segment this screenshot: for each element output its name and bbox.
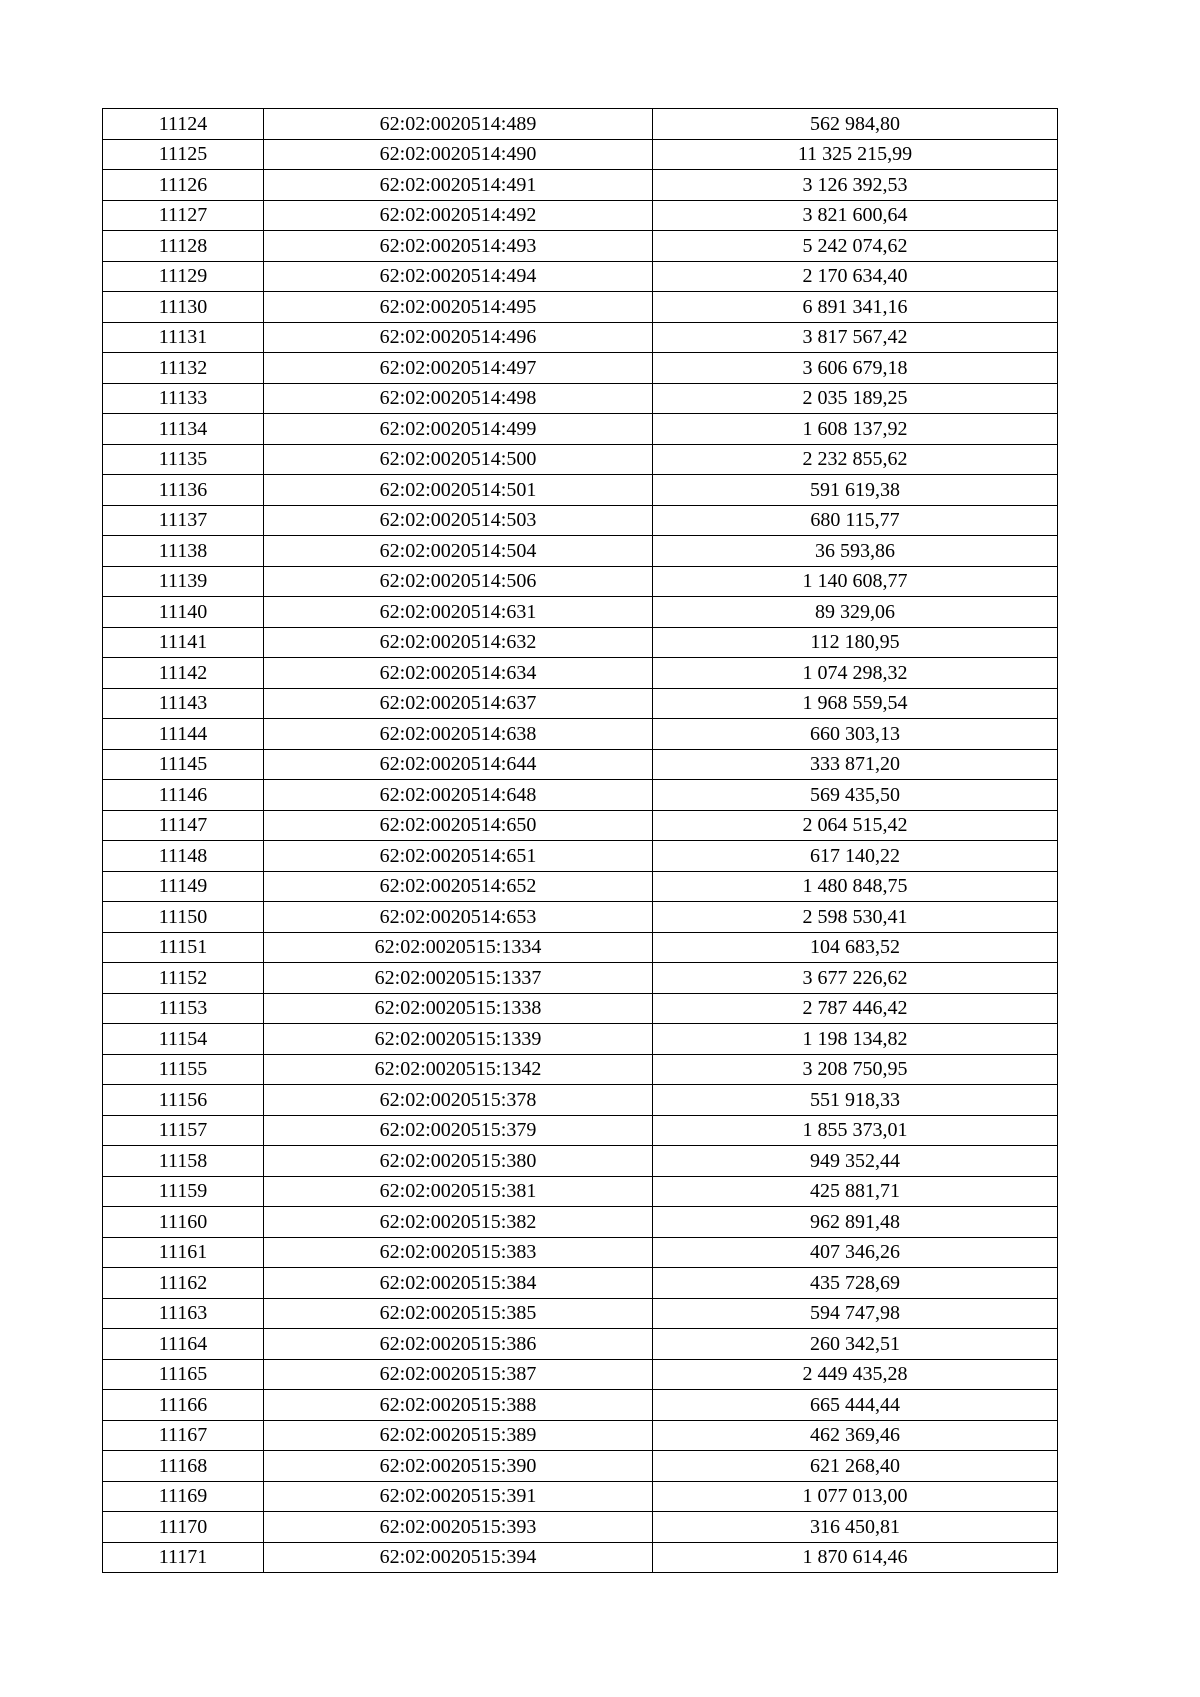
cadastral-number-cell: 62:02:0020515:379 xyxy=(264,1115,653,1146)
cadastral-value-cell: 1 077 013,00 xyxy=(653,1481,1058,1512)
cadastral-value-cell: 680 115,77 xyxy=(653,505,1058,536)
cadastral-number-cell: 62:02:0020514:497 xyxy=(264,353,653,384)
row-number-cell: 11141 xyxy=(103,627,264,658)
row-number-cell: 11144 xyxy=(103,719,264,750)
cadastral-number-cell: 62:02:0020515:1339 xyxy=(264,1024,653,1055)
row-number-cell: 11125 xyxy=(103,139,264,170)
cadastral-value-cell: 1 870 614,46 xyxy=(653,1542,1058,1573)
cadastral-number-cell: 62:02:0020514:492 xyxy=(264,200,653,231)
row-number-cell: 11148 xyxy=(103,841,264,872)
cadastral-value-cell: 1 968 559,54 xyxy=(653,688,1058,719)
cadastral-number-cell: 62:02:0020514:506 xyxy=(264,566,653,597)
cadastral-value-cell: 2 064 515,42 xyxy=(653,810,1058,841)
cadastral-value-cell: 660 303,13 xyxy=(653,719,1058,750)
table-row xyxy=(103,871,1058,902)
cadastral-value-cell: 1 855 373,01 xyxy=(653,1115,1058,1146)
row-number-cell: 11168 xyxy=(103,1451,264,1482)
cadastral-number-cell: 62:02:0020514:650 xyxy=(264,810,653,841)
cadastral-number-cell: 62:02:0020514:493 xyxy=(264,231,653,262)
cadastral-value-cell: 621 268,40 xyxy=(653,1451,1058,1482)
row-number-cell: 11154 xyxy=(103,1024,264,1055)
cadastral-value-cell: 3 677 226,62 xyxy=(653,963,1058,994)
cadastral-number-cell: 62:02:0020514:489 xyxy=(264,109,653,140)
cadastral-number-cell: 62:02:0020514:500 xyxy=(264,444,653,475)
table-row xyxy=(103,963,1058,994)
cadastral-number-cell: 62:02:0020515:384 xyxy=(264,1268,653,1299)
cadastral-value-cell: 1 140 608,77 xyxy=(653,566,1058,597)
cadastral-value-cell: 2 232 855,62 xyxy=(653,444,1058,475)
cadastral-value-cell: 112 180,95 xyxy=(653,627,1058,658)
cadastral-number-cell: 62:02:0020514:503 xyxy=(264,505,653,536)
row-number-cell: 11153 xyxy=(103,993,264,1024)
table-body xyxy=(103,109,1058,1573)
table-row xyxy=(103,566,1058,597)
table-row xyxy=(103,1115,1058,1146)
cadastral-value-cell: 104 683,52 xyxy=(653,932,1058,963)
cadastral-value-cell: 569 435,50 xyxy=(653,780,1058,811)
cadastral-number-cell: 62:02:0020514:631 xyxy=(264,597,653,628)
cadastral-number-cell: 62:02:0020515:393 xyxy=(264,1512,653,1543)
table-row xyxy=(103,322,1058,353)
row-number-cell: 11167 xyxy=(103,1420,264,1451)
cadastral-value-cell: 1 198 134,82 xyxy=(653,1024,1058,1055)
row-number-cell: 11170 xyxy=(103,1512,264,1543)
table-row xyxy=(103,658,1058,689)
cadastral-value-cell: 316 450,81 xyxy=(653,1512,1058,1543)
table-row xyxy=(103,139,1058,170)
cadastral-value-cell: 562 984,80 xyxy=(653,109,1058,140)
table-row xyxy=(103,719,1058,750)
cadastral-value-cell: 962 891,48 xyxy=(653,1207,1058,1238)
cadastral-value-cell: 435 728,69 xyxy=(653,1268,1058,1299)
cadastral-number-cell: 62:02:0020515:388 xyxy=(264,1390,653,1421)
table-row xyxy=(103,1481,1058,1512)
row-number-cell: 11140 xyxy=(103,597,264,628)
row-number-cell: 11149 xyxy=(103,871,264,902)
table-row xyxy=(103,627,1058,658)
cadastral-number-cell: 62:02:0020514:495 xyxy=(264,292,653,323)
table-row xyxy=(103,1146,1058,1177)
cadastral-number-cell: 62:02:0020514:494 xyxy=(264,261,653,292)
table-row xyxy=(103,444,1058,475)
table-row xyxy=(103,1512,1058,1543)
row-number-cell: 11162 xyxy=(103,1268,264,1299)
row-number-cell: 11124 xyxy=(103,109,264,140)
table-row xyxy=(103,1451,1058,1482)
cadastral-number-cell: 62:02:0020515:391 xyxy=(264,1481,653,1512)
table-row xyxy=(103,932,1058,963)
row-number-cell: 11163 xyxy=(103,1298,264,1329)
row-number-cell: 11155 xyxy=(103,1054,264,1085)
table-row xyxy=(103,841,1058,872)
cadastral-number-cell: 62:02:0020515:380 xyxy=(264,1146,653,1177)
cadastral-number-cell: 62:02:0020514:490 xyxy=(264,139,653,170)
table-row xyxy=(103,780,1058,811)
cadastral-number-cell: 62:02:0020514:504 xyxy=(264,536,653,567)
cadastral-value-cell: 551 918,33 xyxy=(653,1085,1058,1116)
table-row xyxy=(103,1085,1058,1116)
row-number-cell: 11134 xyxy=(103,414,264,445)
table-row xyxy=(103,810,1058,841)
table-row xyxy=(103,1420,1058,1451)
cadastral-number-cell: 62:02:0020514:652 xyxy=(264,871,653,902)
cadastral-number-cell: 62:02:0020514:498 xyxy=(264,383,653,414)
row-number-cell: 11150 xyxy=(103,902,264,933)
row-number-cell: 11147 xyxy=(103,810,264,841)
cadastral-number-cell: 62:02:0020514:637 xyxy=(264,688,653,719)
cadastral-number-cell: 62:02:0020514:648 xyxy=(264,780,653,811)
cadastral-value-cell: 1 608 137,92 xyxy=(653,414,1058,445)
row-number-cell: 11160 xyxy=(103,1207,264,1238)
cadastral-number-cell: 62:02:0020515:386 xyxy=(264,1329,653,1360)
table-row xyxy=(103,1298,1058,1329)
cadastral-value-cell: 3 126 392,53 xyxy=(653,170,1058,201)
cadastral-value-cell: 665 444,44 xyxy=(653,1390,1058,1421)
row-number-cell: 11156 xyxy=(103,1085,264,1116)
table-row xyxy=(103,414,1058,445)
cadastral-number-cell: 62:02:0020515:378 xyxy=(264,1085,653,1116)
table-row xyxy=(103,1390,1058,1421)
cadastral-value-cell: 617 140,22 xyxy=(653,841,1058,872)
cadastral-value-cell: 949 352,44 xyxy=(653,1146,1058,1177)
cadastral-number-cell: 62:02:0020515:382 xyxy=(264,1207,653,1238)
row-number-cell: 11139 xyxy=(103,566,264,597)
row-number-cell: 11171 xyxy=(103,1542,264,1573)
row-number-cell: 11157 xyxy=(103,1115,264,1146)
cadastral-number-cell: 62:02:0020515:385 xyxy=(264,1298,653,1329)
table-row xyxy=(103,292,1058,323)
row-number-cell: 11132 xyxy=(103,353,264,384)
cadastral-value-cell: 11 325 215,99 xyxy=(653,139,1058,170)
cadastral-number-cell: 62:02:0020514:496 xyxy=(264,322,653,353)
cadastral-value-cell: 36 593,86 xyxy=(653,536,1058,567)
row-number-cell: 11151 xyxy=(103,932,264,963)
row-number-cell: 11128 xyxy=(103,231,264,262)
cadastral-number-cell: 62:02:0020514:501 xyxy=(264,475,653,506)
cadastral-value-cell: 2 787 446,42 xyxy=(653,993,1058,1024)
table-row xyxy=(103,109,1058,140)
row-number-cell: 11131 xyxy=(103,322,264,353)
table-row xyxy=(103,383,1058,414)
cadastral-value-cell: 2 449 435,28 xyxy=(653,1359,1058,1390)
row-number-cell: 11159 xyxy=(103,1176,264,1207)
table-row xyxy=(103,475,1058,506)
cadastral-number-cell: 62:02:0020515:389 xyxy=(264,1420,653,1451)
table-row xyxy=(103,1207,1058,1238)
table-row xyxy=(103,200,1058,231)
table-row xyxy=(103,993,1058,1024)
cadastral-number-cell: 62:02:0020515:1334 xyxy=(264,932,653,963)
cadastral-number-cell: 62:02:0020515:381 xyxy=(264,1176,653,1207)
cadastral-value-table xyxy=(102,108,1058,1573)
cadastral-number-cell: 62:02:0020514:634 xyxy=(264,658,653,689)
table-row xyxy=(103,170,1058,201)
row-number-cell: 11146 xyxy=(103,780,264,811)
table-row xyxy=(103,902,1058,933)
cadastral-number-cell: 62:02:0020515:390 xyxy=(264,1451,653,1482)
row-number-cell: 11152 xyxy=(103,963,264,994)
row-number-cell: 11165 xyxy=(103,1359,264,1390)
table-row xyxy=(103,536,1058,567)
cadastral-value-cell: 5 242 074,62 xyxy=(653,231,1058,262)
row-number-cell: 11164 xyxy=(103,1329,264,1360)
cadastral-number-cell: 62:02:0020514:499 xyxy=(264,414,653,445)
table-row xyxy=(103,1359,1058,1390)
row-number-cell: 11129 xyxy=(103,261,264,292)
cadastral-value-cell: 3 606 679,18 xyxy=(653,353,1058,384)
cadastral-value-cell: 6 891 341,16 xyxy=(653,292,1058,323)
cadastral-number-cell: 62:02:0020514:491 xyxy=(264,170,653,201)
cadastral-value-cell: 1 480 848,75 xyxy=(653,871,1058,902)
row-number-cell: 11158 xyxy=(103,1146,264,1177)
row-number-cell: 11161 xyxy=(103,1237,264,1268)
cadastral-number-cell: 62:02:0020515:1338 xyxy=(264,993,653,1024)
table-row xyxy=(103,1054,1058,1085)
cadastral-number-cell: 62:02:0020514:651 xyxy=(264,841,653,872)
cadastral-value-cell: 407 346,26 xyxy=(653,1237,1058,1268)
table-row xyxy=(103,1237,1058,1268)
cadastral-number-cell: 62:02:0020514:638 xyxy=(264,719,653,750)
cadastral-value-cell: 3 208 750,95 xyxy=(653,1054,1058,1085)
cadastral-value-cell: 260 342,51 xyxy=(653,1329,1058,1360)
row-number-cell: 11126 xyxy=(103,170,264,201)
table-row xyxy=(103,597,1058,628)
cadastral-number-cell: 62:02:0020515:387 xyxy=(264,1359,653,1390)
cadastral-number-cell: 62:02:0020515:383 xyxy=(264,1237,653,1268)
cadastral-number-cell: 62:02:0020515:1342 xyxy=(264,1054,653,1085)
row-number-cell: 11136 xyxy=(103,475,264,506)
row-number-cell: 11169 xyxy=(103,1481,264,1512)
table-row xyxy=(103,231,1058,262)
row-number-cell: 11166 xyxy=(103,1390,264,1421)
cadastral-value-cell: 333 871,20 xyxy=(653,749,1058,780)
cadastral-value-cell: 591 619,38 xyxy=(653,475,1058,506)
row-number-cell: 11145 xyxy=(103,749,264,780)
cadastral-value-cell: 425 881,71 xyxy=(653,1176,1058,1207)
cadastral-value-cell: 594 747,98 xyxy=(653,1298,1058,1329)
table-row xyxy=(103,1542,1058,1573)
cadastral-number-cell: 62:02:0020515:394 xyxy=(264,1542,653,1573)
cadastral-value-cell: 2 598 530,41 xyxy=(653,902,1058,933)
row-number-cell: 11133 xyxy=(103,383,264,414)
cadastral-value-cell: 2 170 634,40 xyxy=(653,261,1058,292)
row-number-cell: 11135 xyxy=(103,444,264,475)
cadastral-value-cell: 89 329,06 xyxy=(653,597,1058,628)
row-number-cell: 11137 xyxy=(103,505,264,536)
table-row xyxy=(103,353,1058,384)
cadastral-value-cell: 1 074 298,32 xyxy=(653,658,1058,689)
row-number-cell: 11138 xyxy=(103,536,264,567)
cadastral-value-cell: 2 035 189,25 xyxy=(653,383,1058,414)
table-row xyxy=(103,749,1058,780)
row-number-cell: 11130 xyxy=(103,292,264,323)
cadastral-value-cell: 462 369,46 xyxy=(653,1420,1058,1451)
row-number-cell: 11127 xyxy=(103,200,264,231)
table-row xyxy=(103,1176,1058,1207)
row-number-cell: 11143 xyxy=(103,688,264,719)
table-row xyxy=(103,261,1058,292)
table-row xyxy=(103,1024,1058,1055)
cadastral-value-cell: 3 821 600,64 xyxy=(653,200,1058,231)
cadastral-number-cell: 62:02:0020514:632 xyxy=(264,627,653,658)
row-number-cell: 11142 xyxy=(103,658,264,689)
table-row xyxy=(103,1329,1058,1360)
cadastral-number-cell: 62:02:0020515:1337 xyxy=(264,963,653,994)
table-row xyxy=(103,1268,1058,1299)
cadastral-value-cell: 3 817 567,42 xyxy=(653,322,1058,353)
cadastral-number-cell: 62:02:0020514:653 xyxy=(264,902,653,933)
table-row xyxy=(103,505,1058,536)
cadastral-number-cell: 62:02:0020514:644 xyxy=(264,749,653,780)
table-row xyxy=(103,688,1058,719)
